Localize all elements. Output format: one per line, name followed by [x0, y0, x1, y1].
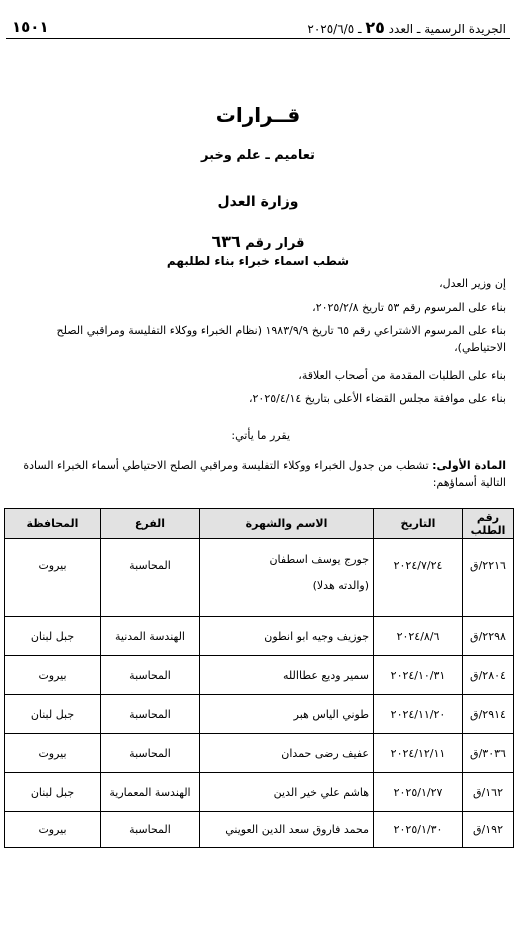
header-governorate: المحافظة [5, 509, 101, 539]
cell-branch: الهندسة المعمارية [101, 773, 200, 812]
cell-branch: المحاسبة [101, 812, 200, 848]
issue-number: ٢٥ [365, 18, 385, 37]
decision-subject: شطب اسماء خبراء بناء لطلبهم [166, 254, 350, 268]
cell-name: محمد فاروق سعد الدين العويني [200, 812, 374, 848]
cell-name: سمير وديع عطاالله [200, 656, 374, 695]
cell-request-number: ٢٩١٤/ق [463, 695, 514, 734]
table-header-row [5, 509, 514, 539]
section-heading: تعاميم ـ علم وخبر [201, 148, 315, 163]
cell-name: عفيف رضى حمدان [200, 734, 374, 773]
cell-branch: المحاسبة [101, 656, 200, 695]
cell-governorate: بيروت [5, 812, 101, 848]
article-1-label: المادة الأولى: [432, 459, 506, 472]
header-branch: الفرع [101, 509, 200, 539]
cell-date: ٢٠٢٥/١/٢٧ [374, 773, 463, 812]
cell-date: ٢٠٢٥/١/٣٠ [374, 812, 463, 848]
table-row [5, 539, 514, 617]
cell-date: ٢٠٢٤/٨/٦ [374, 617, 463, 656]
cell-governorate: جبل لبنان [5, 617, 101, 656]
table-row [5, 812, 514, 848]
table-row [5, 773, 514, 812]
article-1-text: تشطب من جدول الخبراء ووكلاء التفليسة ومراقبي الصلح الاحتياطي أسماء الخبراء السادة التالية أسماؤهم: [23, 459, 506, 489]
header-divider [6, 38, 510, 39]
cell-governorate: بيروت [5, 734, 101, 773]
header-date: التاريخ [374, 509, 463, 539]
cell-request-number: ٢٢٩٨/ق [463, 617, 514, 656]
preamble-line: بناء على موافقة مجلس القضاء الأعلى بتاريخ ٢٠٢٥/٤/١٤، [248, 392, 506, 405]
experts-table [4, 508, 514, 848]
cell-date: ٢٠٢٤/١١/٢٠ [374, 695, 463, 734]
cell-request-number: ٢٢١٦/ق [463, 539, 514, 617]
cell-request-number: ١٦٢/ق [463, 773, 514, 812]
preamble-line: بناء على الطلبات المقدمة من أصحاب العلاقة، [298, 369, 506, 382]
document-title: قــرارات [215, 103, 301, 127]
cell-date: ٢٠٢٤/١٠/٣١ [374, 656, 463, 695]
cell-branch: الهندسة المدنية [101, 617, 200, 656]
decision-label: قرار رقم [245, 236, 305, 251]
table-row [5, 617, 514, 656]
cell-date: ٢٠٢٤/٧/٢٤ [374, 539, 463, 617]
gazette-title [307, 18, 506, 37]
cell-governorate: بيروت [5, 539, 101, 617]
header-name: الاسم والشهرة [200, 509, 374, 539]
preamble-line: بناء على المرسوم الاشتراعي رقم ٦٥ تاريخ ١٩٨٣/٩/٩ (نظام الخبراء ووكلاء التفليسة ومراقبي الصلح الاحتياطي)، [56, 324, 506, 354]
cell-name [200, 539, 374, 617]
cell-request-number: ١٩٢/ق [463, 812, 514, 848]
cell-branch: المحاسبة [101, 734, 200, 773]
cell-governorate: جبل لبنان [5, 773, 101, 812]
issue-date: ـ ٢٠٢٥/٦/٥ [307, 22, 362, 36]
cell-governorate: جبل لبنان [5, 695, 101, 734]
name-note: (والدته هدلا) [312, 579, 369, 592]
cell-governorate: بيروت [5, 656, 101, 695]
cell-name: جوزيف وجيه ابو انطون [200, 617, 374, 656]
gazette-name: الجريدة الرسمية ـ العدد [388, 22, 506, 36]
cell-name: طوني الياس هبر [200, 695, 374, 734]
table-row [5, 695, 514, 734]
table-row [5, 734, 514, 773]
cell-name: هاشم علي خير الدين [200, 773, 374, 812]
decision-number: ٦٣٦ [211, 232, 241, 251]
article-1 [6, 457, 506, 491]
cell-branch: المحاسبة [101, 539, 200, 617]
page-header [8, 16, 508, 38]
page-number: ١٥٠١ [12, 18, 49, 36]
preamble-line: إن وزير العدل، [439, 277, 506, 290]
cell-date: ٢٠٢٤/١٢/١١ [374, 734, 463, 773]
header-request-number: رقم الطلب [463, 509, 514, 539]
decides-line: يقرر ما يأتي: [231, 429, 290, 442]
name-line: جورج يوسف اسطفان [269, 553, 369, 566]
preamble-line: بناء على المرسوم رقم ٥٣ تاريخ ٢٠٢٥/٢/٨، [312, 301, 506, 314]
cell-request-number: ٣٠٣٦/ق [463, 734, 514, 773]
table-row [5, 656, 514, 695]
cell-request-number: ٢٨٠٤/ق [463, 656, 514, 695]
cell-branch: المحاسبة [101, 695, 200, 734]
ministry-heading: وزارة العدل [217, 194, 299, 210]
decision-heading [0, 232, 516, 251]
